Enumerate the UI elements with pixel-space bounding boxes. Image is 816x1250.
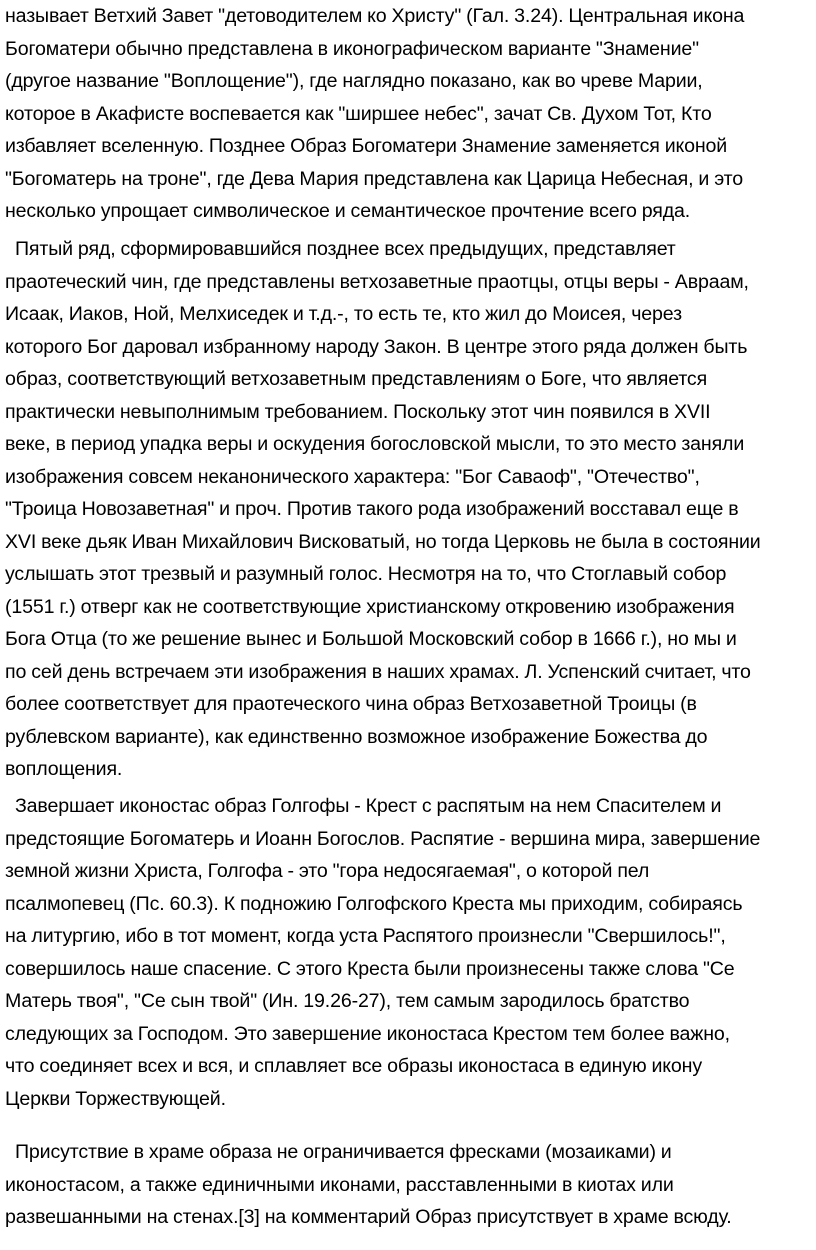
paragraph-fifth-row (5, 233, 761, 786)
text-line: развешанными на стенах.[3] на комментарий Образ присутствует в храме всюду. (5, 1206, 732, 1228)
text-line: образ, соответствующий ветхозаветным представлениям о Боге, что является (5, 368, 708, 390)
text-line: воплощения. (5, 758, 123, 780)
text-line: называет Ветхий Завет "детоводителем ко Христу" (Гал. 3.24). Центральная икона (5, 5, 745, 27)
text-line: практически невыполнимым требованием. Поскольку этот чин появился в XVII (5, 400, 711, 423)
text-line: рублевском варианте), как единственно возможное изображение Божества до (5, 725, 708, 748)
text-line: иконостасом, а также единичными иконами, расставленными в киотах или (5, 1173, 674, 1196)
text-line: которое в Акафисте воспевается как "ширшее небес", зачат Св. Духом Тот, Кто (5, 102, 712, 125)
text-line: Пятый ряд, сформировавшийся позднее всех предыдущих, представляет (5, 238, 676, 260)
text-line: более соответствует для праотеческого чина образ Ветхозаветной Троицы (в (5, 693, 697, 715)
text-line: XVI веке дьяк Иван Михайлович Висковатый, но тогда Церковь не была в состоянии (5, 530, 761, 553)
text-line: изображения совсем неканонического характера: "Бог Саваоф", "Отечество", (5, 465, 700, 488)
text-line: Бога Отца (то же решение вынес и Большой Московский собор в 1666 г.), но мы и (5, 628, 737, 650)
text-line: земной жизни Христа, Голгофа - это "гора недосягаемая", о которой пел (5, 860, 650, 882)
text-line: Исаак, Иаков, Ной, Мелхиседек и т.д.-, то есть те, кто жил до Моисея, через (5, 303, 682, 325)
text-line: (другое название "Воплощение"), где наглядно показано, как во чреве Марии, (5, 70, 703, 92)
text-line: Матерь твоя", "Се сын твой" (Ин. 19.26-27), тем самым зародилось братство (5, 990, 690, 1012)
paragraph-image-presence (5, 1136, 732, 1234)
text-line: по сей день встречаем эти изображения в наших храмах. Л. Успенский считает, что (5, 660, 751, 683)
text-line: Богоматери обычно представлена в иконографическом варианте "Знамение" (5, 37, 699, 60)
text-line: псалмопевец (Пс. 60.3). К подножию Голгофского Креста мы приходим, собираясь (5, 892, 743, 915)
text-line: совершилось наше спасение. С этого Креста были произнесены также слова "Се (5, 957, 735, 980)
text-line: избавляет вселенную. Позднее Образ Богоматери Знамение заменяется иконой (5, 135, 728, 157)
text-line: "Троица Новозаветная" и проч. Против такого рода изображений восставал еще в (5, 498, 739, 520)
text-line: Церкви Торжествующей. (5, 1087, 226, 1110)
text-line: Присутствие в храме образа не ограничивается фресками (мозаиками) и (5, 1141, 672, 1163)
text-line: веке, в период упадка веры и оскудения богословской мысли, то это место заняли (5, 433, 745, 455)
text-line: предстоящие Богоматерь и Иоанн Богослов. Распятие - вершина мира, завершение (5, 827, 761, 850)
text-line: которого Бог даровал избранному народу Закон. В центре этого ряда должен быть (5, 335, 748, 358)
text-line: "Богоматерь на троне", где Дева Мария представлена как Царица Небесная, и это (5, 167, 743, 190)
text-line: праотеческий чин, где представлены ветхозаветные праотцы, отцы веры - Авраам, (5, 270, 749, 293)
text-line: Завершает иконостас образ Голгофы - Крест с распятым на нем Спасителем и (5, 795, 722, 817)
text-line: (1551 г.) отверг как не соответствующие христианскому откровению изображения (5, 595, 735, 618)
text-line: услышать этот трезвый и разумный голос. Несмотря на то, что Стоглавый собор (5, 563, 727, 585)
text-line: что соединяет всех и вся, и сплавляет все образы иконостаса в единую икону (5, 1055, 702, 1077)
text-line: несколько упрощает символическое и семантическое прочтение всего ряда. (5, 200, 691, 222)
text-line: следующих за Господом. Это завершение иконостаса Крестом тем более важно, (5, 1022, 730, 1045)
text-line: на литургию, ибо в тот момент, когда уста Распятого произнесли "Свершилось!", (5, 925, 726, 947)
paragraph-golgotha (5, 790, 760, 1115)
paragraph-theotokos-icon (5, 0, 744, 228)
